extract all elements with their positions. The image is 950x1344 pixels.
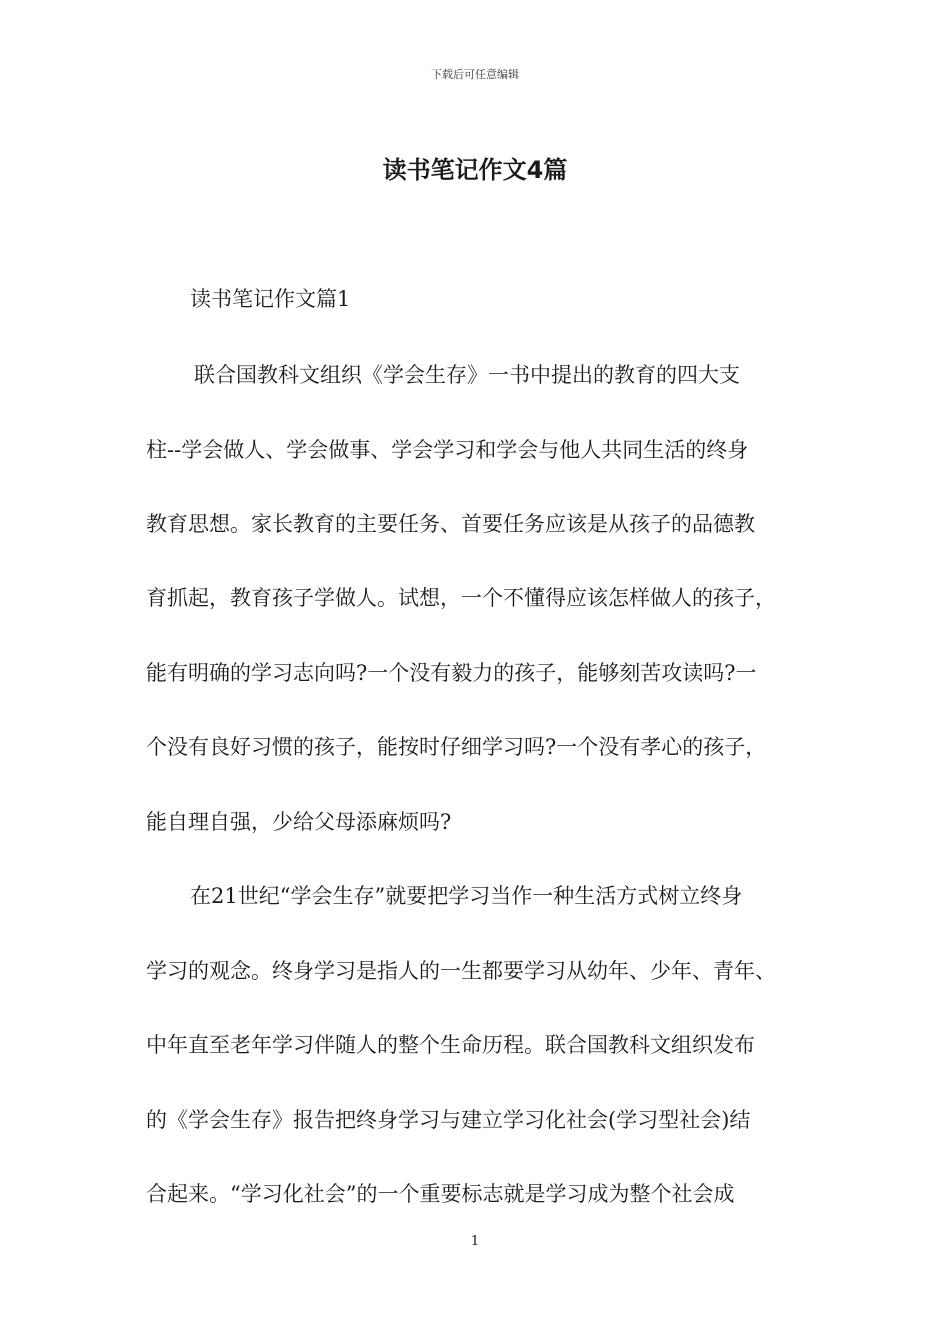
paragraph-line: 能有明确的学习志向吗?一个没有毅力的孩子，能够刻苦攻读吗?一: [146, 661, 757, 685]
paragraph-line: 柱--学会做人、学会做事、学会学习和学会与他人共同生活的终身: [146, 438, 749, 462]
paragraph-line: 中年直至老年学习伴随人的整个生命历程。联合国教科文组织发布: [146, 1033, 755, 1057]
paragraph-line: 能自理自强，少给父母添麻烦吗?: [146, 810, 452, 834]
page-header-note: 下载后可任意编辑: [431, 68, 519, 81]
paragraph-line: 联合国教科文组织《学会生存》一书中提出的教育的四大支: [194, 363, 740, 387]
section-heading: 读书笔记作文篇1: [190, 287, 351, 311]
page-number: 1: [470, 1234, 480, 1249]
paragraph-line: 学习的观念。终身学习是指人的一生都要学习从幼年、少年、青年、: [146, 959, 776, 983]
paragraph-line: 育抓起，教育孩子学做人。试想，一个不懂得应该怎样做人的孩子，: [146, 586, 776, 610]
paragraph-line: 合起来。“学习化社会”的一个重要标志就是学习成为整个社会成: [146, 1182, 735, 1206]
paragraph-line: 在21世纪“学会生存”就要把学习当作一种生活方式树立终身: [190, 884, 743, 908]
paragraph-line: 个没有良好习惯的孩子，能按时仔细学习吗?一个没有孝心的孩子，: [146, 735, 767, 759]
paragraph-line: 的《学会生存》报告把终身学习与建立学习化社会(学习型社会)结: [146, 1108, 751, 1132]
paragraph-line: 教育思想。家长教育的主要任务、首要任务应该是从孩子的品德教: [146, 512, 755, 536]
document-title: 读书笔记作文4篇: [382, 156, 568, 184]
